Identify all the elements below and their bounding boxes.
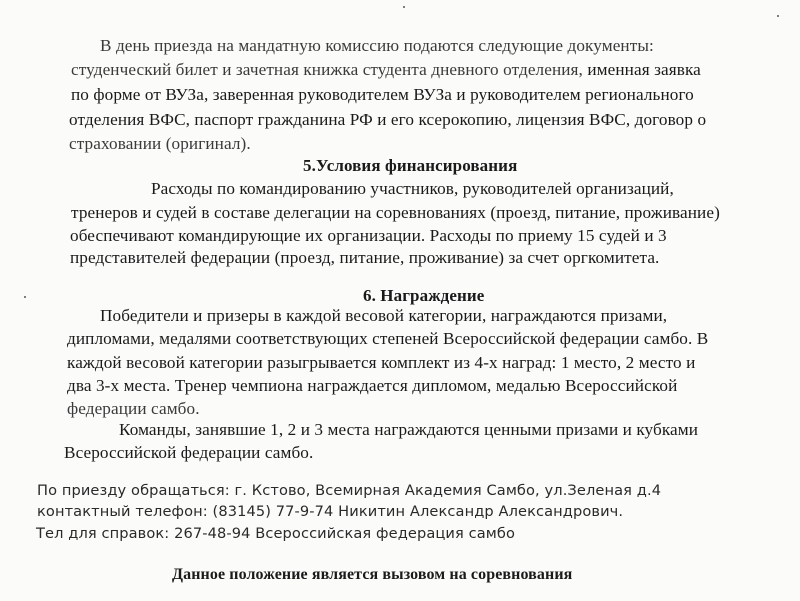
text-line: страховании (оригинал).	[69, 134, 251, 153]
text-line: Всероссийской федерации самбо.	[64, 443, 314, 462]
text-line: федерации самбо.	[67, 399, 200, 418]
final-note: Данное положение является вызовом на соревнования	[172, 566, 573, 583]
contact-line: Тел для справок: 267-48-94 Всероссийская федерация самбо	[36, 525, 516, 542]
text-line: тренеров и судей в составе делегации на соревнованиях (проезд, питание, проживание)	[71, 203, 720, 222]
scan-speck	[403, 6, 405, 8]
text-line: Команды, занявшие 1, 2 и 3 места награждаются ценными призами и кубками	[119, 420, 699, 439]
text-line: два 3-х места. Тренер чемпиона награждается дипломом, медалью Всероссийской	[67, 376, 678, 395]
text-fragment: именная заявка	[587, 60, 701, 79]
scan-speck	[24, 296, 26, 298]
section-heading: 5.Условия финансирования	[303, 156, 518, 175]
text-line: Победители и призеры в каждой весовой категории, награждаются призами,	[100, 306, 668, 325]
text-line: Расходы по командированию участников, руководителей организаций,	[151, 179, 674, 198]
text-line: дипломами, медалями соответствующих степеней Всероссийской федерации самбо. В	[67, 329, 709, 348]
text-line: отделения ВФС, паспорт гражданина РФ и его ксерокопию, лицензия ВФС, договор о	[69, 110, 707, 129]
text-line: обеспечивают командирующие их организации. Расходы по приему 15 судей и 3	[70, 226, 667, 245]
text-line: каждой весовой категории разыгрывается комплект из 4-х наград: 1 место, 2 место и	[67, 353, 696, 372]
text-line: по форме от ВУЗа, заверенная руководителем ВУЗа и руководителем регионального	[71, 85, 694, 104]
text-line: представителей федерации (проезд, питание, проживание) за счет оргкомитета.	[70, 248, 660, 267]
section-heading: 6. Награждение	[363, 286, 485, 305]
text-line: студенческий билет и зачетная книжка студента дневного отделения, именная заявка	[71, 60, 701, 79]
text-line: В день приезда на мандатную комиссию подаются следующие документы:	[100, 36, 654, 55]
scan-speck	[777, 15, 779, 17]
contact-line: По приезду обращаться: г. Кстово, Всемирная Академия Самбо, ул.Зеленая д.4	[37, 482, 662, 499]
contact-line: контактный телефон: (83145) 77-9-74 Никитин Александр Александрович.	[37, 503, 624, 520]
